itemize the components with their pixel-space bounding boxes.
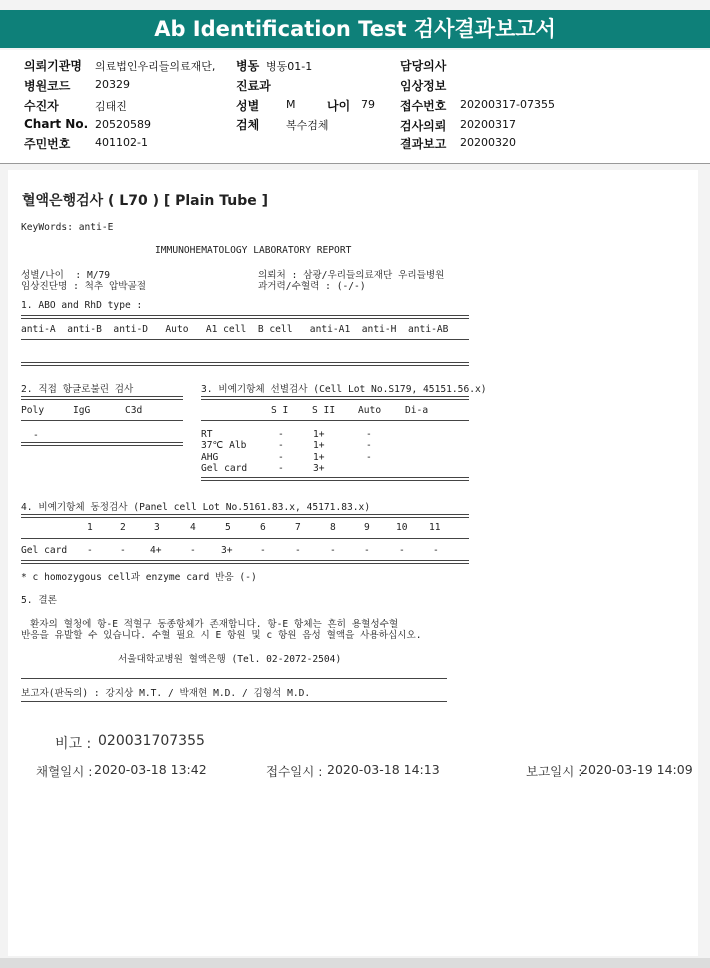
divider: [21, 339, 469, 340]
panel-cell-number: 8: [330, 522, 336, 533]
panel-result: -: [190, 545, 196, 556]
report-date-value: 20200320: [460, 136, 516, 149]
divider: [21, 538, 469, 539]
divider: [21, 396, 183, 400]
divider: [201, 477, 469, 481]
section-1-title: 1. ABO and RhD type :: [21, 300, 143, 311]
panel-cell-number: 9: [364, 522, 370, 533]
chart-no-value: 20520589: [95, 118, 151, 131]
patient-name-label: 수진자: [24, 99, 59, 113]
screen-row-si: -: [278, 440, 284, 451]
screen-row-name: AHG: [201, 452, 219, 463]
hospital-code-label: 병원코드: [24, 79, 71, 93]
request-date-label: 검사의뢰: [400, 119, 447, 133]
section-5-title: 5. 결론: [21, 595, 57, 606]
panel-note: * c homozygous cell과 enzyme card 반응 (-): [21, 572, 257, 583]
screen-row-name: Gel card: [201, 463, 248, 474]
divider: [21, 315, 469, 319]
remark-value: 020031707355: [98, 733, 205, 749]
dat-value: -: [33, 430, 39, 441]
doctor-label: 담당의사: [400, 59, 447, 73]
screen-row-sii: 3+: [313, 463, 325, 474]
sex-age-line: 성별/나이 : M/79: [21, 270, 111, 281]
referral-line: 의뢰처 : 삼광/우리들의료재단 우리들병원: [258, 270, 445, 281]
report-title: Ab Identification Test 검사결과보고서: [154, 17, 556, 41]
abo-rhd-headers: anti-A anti-B anti-D Auto A1 cell B cell anti-A1 anti-H anti-AB: [21, 324, 449, 335]
panel-cell-number: 7: [295, 522, 301, 533]
panel-result: -: [399, 545, 405, 556]
screen-row-sii: 1+: [313, 429, 325, 440]
panel-result: -: [87, 545, 93, 556]
panel-row-label: Gel card: [21, 545, 68, 556]
report-heading: 혈액은행검사 ( L70 ) [ Plain Tube ]: [22, 193, 269, 209]
screen-row-sii: 1+: [313, 440, 325, 451]
panel-cell-number: 5: [225, 522, 231, 533]
screen-header-dia: Di-a: [405, 405, 429, 416]
lab-report-title: IMMUNOHEMATOLOGY LABORATORY REPORT: [155, 245, 352, 256]
clinical-info-label: 임상정보: [400, 79, 447, 93]
chart-no-label: Chart No.: [24, 117, 89, 131]
panel-cell-number: 11: [429, 522, 441, 533]
panel-result: 3+: [221, 545, 233, 556]
resident-no-value: 401102-1: [95, 136, 148, 149]
sex-value: M: [286, 98, 296, 111]
divider: [21, 514, 469, 518]
screen-row-sii: 1+: [313, 452, 325, 463]
dat-headers: Poly IgG C3d: [21, 405, 143, 416]
screen-row-auto: -: [366, 429, 372, 440]
keywords: KeyWords: anti-E: [21, 222, 114, 233]
institution-value: 의료법인우리들의료재단,: [95, 60, 216, 73]
panel-result: -: [260, 545, 266, 556]
age-label: 나이: [327, 99, 351, 113]
specimen-label: 검체: [236, 118, 260, 132]
receive-label: 접수일시 :: [266, 764, 327, 779]
section-2-title: 2. 직접 항글로불린 검사: [21, 384, 134, 395]
screen-row-name: RT: [201, 429, 213, 440]
panel-cell-number: 6: [260, 522, 266, 533]
screen-row-si: -: [278, 463, 284, 474]
conclusion-line-1: 환자의 혈청에 항-E 적혈구 동종항체가 존재합니다. 항-E 항체는 흔히 용혈성수혈: [30, 619, 399, 630]
age-value: 79: [361, 98, 375, 111]
institution-label: 의뢰기관명: [24, 59, 82, 73]
receive-value: 2020-03-18 14:13: [327, 762, 440, 777]
divider: [201, 420, 469, 421]
resident-no-label: 주민번호: [24, 137, 71, 151]
panel-result: 4+: [150, 545, 162, 556]
panel-cell-number: 4: [190, 522, 196, 533]
divider: [21, 678, 447, 679]
panel-cell-number: 3: [154, 522, 160, 533]
patient-name-value: 김태진: [95, 100, 127, 113]
history-line: 과거력/수혈력 : (-/-): [258, 281, 366, 292]
screen-row-name: 37℃ Alb: [201, 440, 247, 451]
title-bar: [0, 10, 710, 48]
collect-value: 2020-03-18 13:42: [94, 762, 207, 777]
report-datetime-label: 보고일시 :: [526, 764, 587, 779]
screen-header-sii: S II: [312, 405, 336, 416]
divider: [201, 396, 469, 400]
lab-report-document: [8, 170, 698, 956]
panel-result: -: [364, 545, 370, 556]
ward-label: 병동: [236, 59, 260, 73]
report-datetime-value: 2020-03-19 14:09: [580, 762, 693, 777]
remark-label: 비고 :: [55, 736, 96, 752]
report-date-label: 결과보고: [400, 137, 447, 151]
divider: [21, 701, 447, 702]
section-4-title: 4. 비예기항체 동정검사 (Panel cell Lot No.5161.83.x, 45171.83.x): [21, 502, 371, 513]
receipt-no-label: 접수번호: [400, 99, 447, 113]
diagnosis-line: 임상진단명 : 척추 압박골절: [21, 281, 147, 292]
collect-label: 채혈일시 :: [36, 764, 97, 779]
screen-header-si: S I: [271, 405, 289, 416]
request-date-value: 20200317: [460, 118, 516, 131]
patient-info-panel: [0, 50, 710, 164]
screen-row-auto: -: [366, 452, 372, 463]
ward-value: 병동01-1: [266, 60, 313, 73]
divider: [21, 442, 183, 446]
panel-result: -: [120, 545, 126, 556]
screen-row-si: -: [278, 452, 284, 463]
divider: [21, 420, 183, 421]
screen-header-auto: Auto: [358, 405, 382, 416]
receipt-no-value: 20200317-07355: [460, 98, 555, 111]
panel-result: -: [433, 545, 439, 556]
divider: [21, 560, 469, 564]
panel-result: -: [295, 545, 301, 556]
reporters: 보고자(판독의) : 강지상 M.T. / 박재현 M.D. / 김형석 M.D.: [21, 688, 311, 699]
bottom-scroll-area: [0, 958, 710, 968]
conclusion-line-2: 반응을 유발할 수 있습니다. 수혈 필요 시 E 항원 및 c 항원 음성 혈액을 사용하십시오.: [21, 630, 422, 641]
hospital-code-value: 20329: [95, 78, 130, 91]
section-3-title: 3. 비예기항체 선별검사 (Cell Lot No.S179, 45151.56.x): [201, 384, 487, 395]
panel-cell-number: 1: [87, 522, 93, 533]
panel-cell-number: 10: [396, 522, 408, 533]
lab-name: 서울대학교병원 혈액은행 (Tel. 02-2072-2504): [118, 654, 342, 665]
divider: [21, 362, 469, 366]
screen-row-si: -: [278, 429, 284, 440]
panel-result: -: [330, 545, 336, 556]
screen-row-auto: -: [366, 440, 372, 451]
specimen-value: 복수검체: [286, 119, 329, 132]
panel-cell-number: 2: [120, 522, 126, 533]
department-label: 진료과: [236, 79, 271, 93]
sex-label: 성별: [236, 99, 260, 113]
